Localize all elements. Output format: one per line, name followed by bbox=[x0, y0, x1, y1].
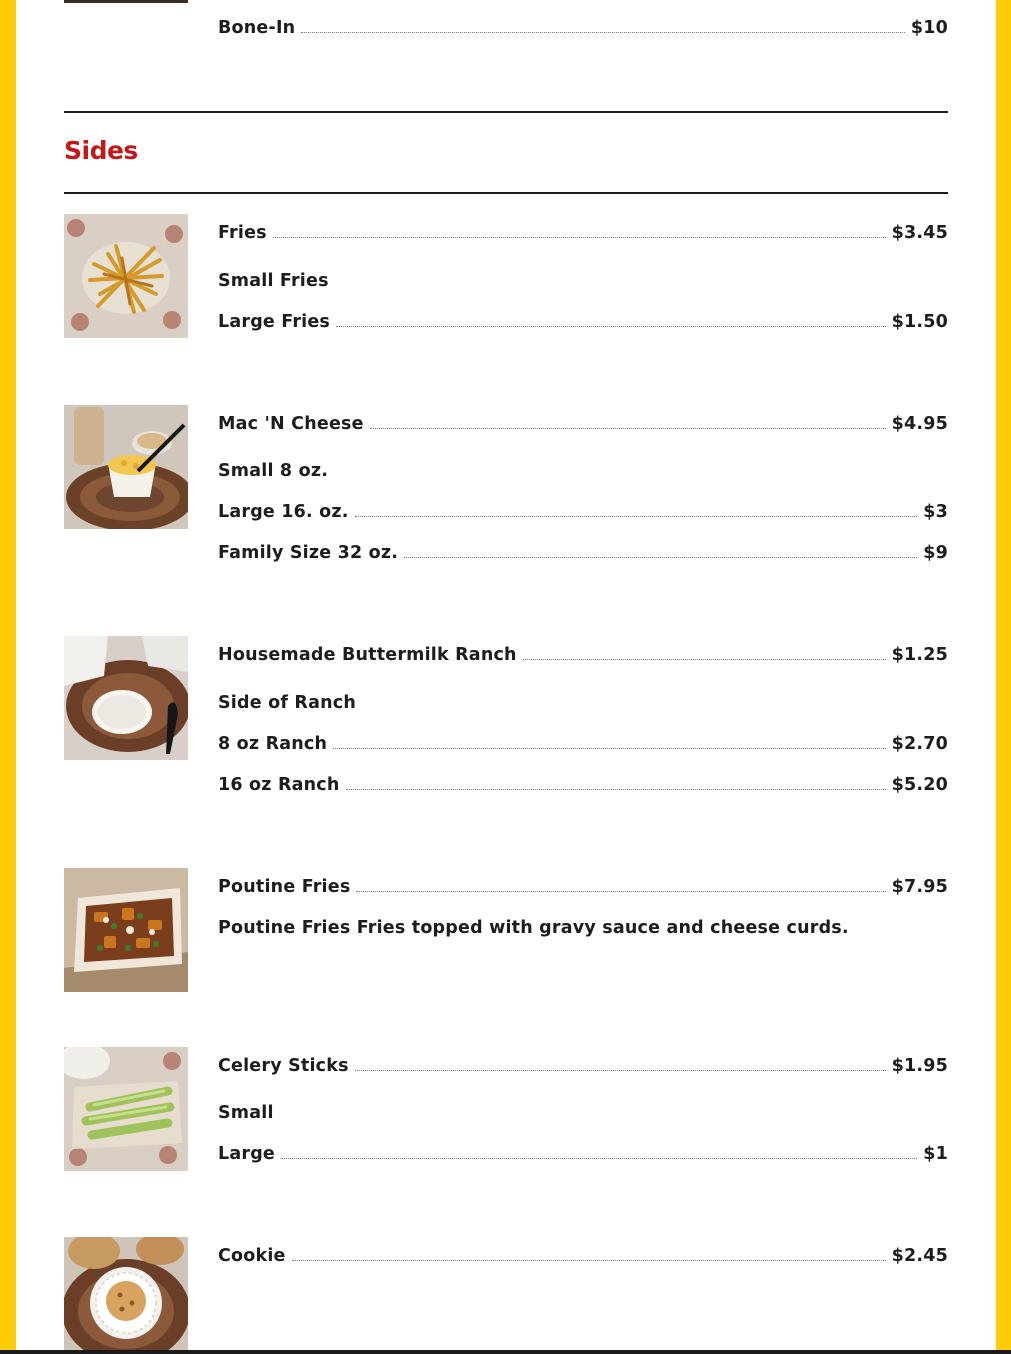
option-name: Family Size 32 oz. bbox=[218, 543, 399, 563]
item-name: Mac 'N Cheese bbox=[218, 414, 364, 434]
section-divider-top bbox=[64, 111, 948, 113]
section-title: Sides bbox=[64, 136, 138, 165]
previous-item-image-edge bbox=[64, 0, 188, 3]
dot-leader bbox=[346, 789, 886, 790]
dot-leader bbox=[355, 516, 918, 517]
menu-item-housemade-buttermilk-ranch[interactable] bbox=[218, 637, 948, 665]
dot-leader bbox=[273, 237, 886, 238]
celery-sticks-image[interactable] bbox=[64, 1047, 188, 1171]
item-price: $3.45 bbox=[891, 223, 948, 243]
option-price: $1.50 bbox=[891, 312, 948, 332]
fries-image[interactable] bbox=[64, 214, 188, 338]
option-price: $3 bbox=[923, 502, 948, 522]
dot-leader bbox=[404, 557, 917, 558]
menu-item-fries[interactable] bbox=[218, 215, 948, 243]
option-name: Side of Ranch bbox=[218, 693, 356, 713]
option-name: Large Fries bbox=[218, 312, 331, 332]
option-price: $1 bbox=[923, 1144, 948, 1164]
menu-content bbox=[64, 0, 948, 1354]
option-16oz-ranch[interactable] bbox=[218, 767, 948, 795]
dot-leader bbox=[356, 891, 885, 892]
item-price: $2.45 bbox=[891, 1246, 948, 1266]
option-large[interactable] bbox=[218, 1136, 948, 1164]
item-price: $4.95 bbox=[891, 414, 948, 434]
option-name: Large bbox=[218, 1144, 275, 1164]
item-description bbox=[218, 910, 948, 938]
item-price: $1.95 bbox=[891, 1056, 948, 1076]
option-name: 8 oz Ranch bbox=[218, 734, 328, 754]
option-small-fries[interactable] bbox=[218, 263, 948, 291]
option-side-of-ranch[interactable] bbox=[218, 685, 948, 713]
option-name: Small 8 oz. bbox=[218, 461, 329, 481]
dot-leader bbox=[292, 1260, 886, 1261]
cookie-image[interactable] bbox=[64, 1237, 188, 1350]
menu-item-bone-in[interactable] bbox=[218, 10, 948, 38]
item-price: $1.25 bbox=[891, 645, 948, 665]
dot-leader bbox=[355, 1070, 886, 1071]
right-yellow-border bbox=[996, 0, 1011, 1354]
dot-leader bbox=[336, 326, 886, 327]
bottom-edge-bar bbox=[0, 1350, 1011, 1354]
item-name: Housemade Buttermilk Ranch bbox=[218, 645, 517, 665]
dot-leader bbox=[301, 32, 905, 33]
item-name: Poutine Fries bbox=[218, 877, 351, 897]
menu-item-mac-n-cheese[interactable] bbox=[218, 406, 948, 434]
item-name: Cookie bbox=[218, 1246, 286, 1266]
option-price: $2.70 bbox=[891, 734, 948, 754]
item-price: $10 bbox=[910, 18, 948, 38]
item-name: Fries bbox=[218, 223, 267, 243]
item-price: $7.95 bbox=[891, 877, 948, 897]
dot-leader bbox=[370, 428, 886, 429]
option-name: Small Fries bbox=[218, 271, 329, 291]
menu-item-cookie[interactable] bbox=[218, 1238, 948, 1266]
option-price: $9 bbox=[923, 543, 948, 563]
description-text: Poutine Fries Fries topped with gravy sauce and cheese curds. bbox=[218, 918, 849, 938]
dot-leader bbox=[333, 748, 885, 749]
option-price: $5.20 bbox=[891, 775, 948, 795]
poutine-fries-image[interactable] bbox=[64, 868, 188, 992]
option-8oz-ranch[interactable] bbox=[218, 726, 948, 754]
menu-item-poutine-fries[interactable] bbox=[218, 869, 948, 897]
option-name: Small bbox=[218, 1103, 274, 1123]
left-yellow-border bbox=[0, 0, 16, 1354]
option-family-size-32oz[interactable] bbox=[218, 535, 948, 563]
option-large-16oz[interactable] bbox=[218, 494, 948, 522]
item-name: Bone-In bbox=[218, 18, 296, 38]
section-divider-bottom bbox=[64, 192, 948, 194]
option-small-8oz[interactable] bbox=[218, 453, 948, 481]
mac-n-cheese-image[interactable] bbox=[64, 405, 188, 529]
dot-leader bbox=[523, 659, 886, 660]
item-name: Celery Sticks bbox=[218, 1056, 349, 1076]
dot-leader bbox=[281, 1158, 917, 1159]
option-large-fries[interactable] bbox=[218, 304, 948, 332]
ranch-image[interactable] bbox=[64, 636, 188, 760]
option-name: 16 oz Ranch bbox=[218, 775, 340, 795]
option-name: Large 16. oz. bbox=[218, 502, 349, 522]
menu-item-celery-sticks[interactable] bbox=[218, 1048, 948, 1076]
option-small[interactable] bbox=[218, 1095, 948, 1123]
